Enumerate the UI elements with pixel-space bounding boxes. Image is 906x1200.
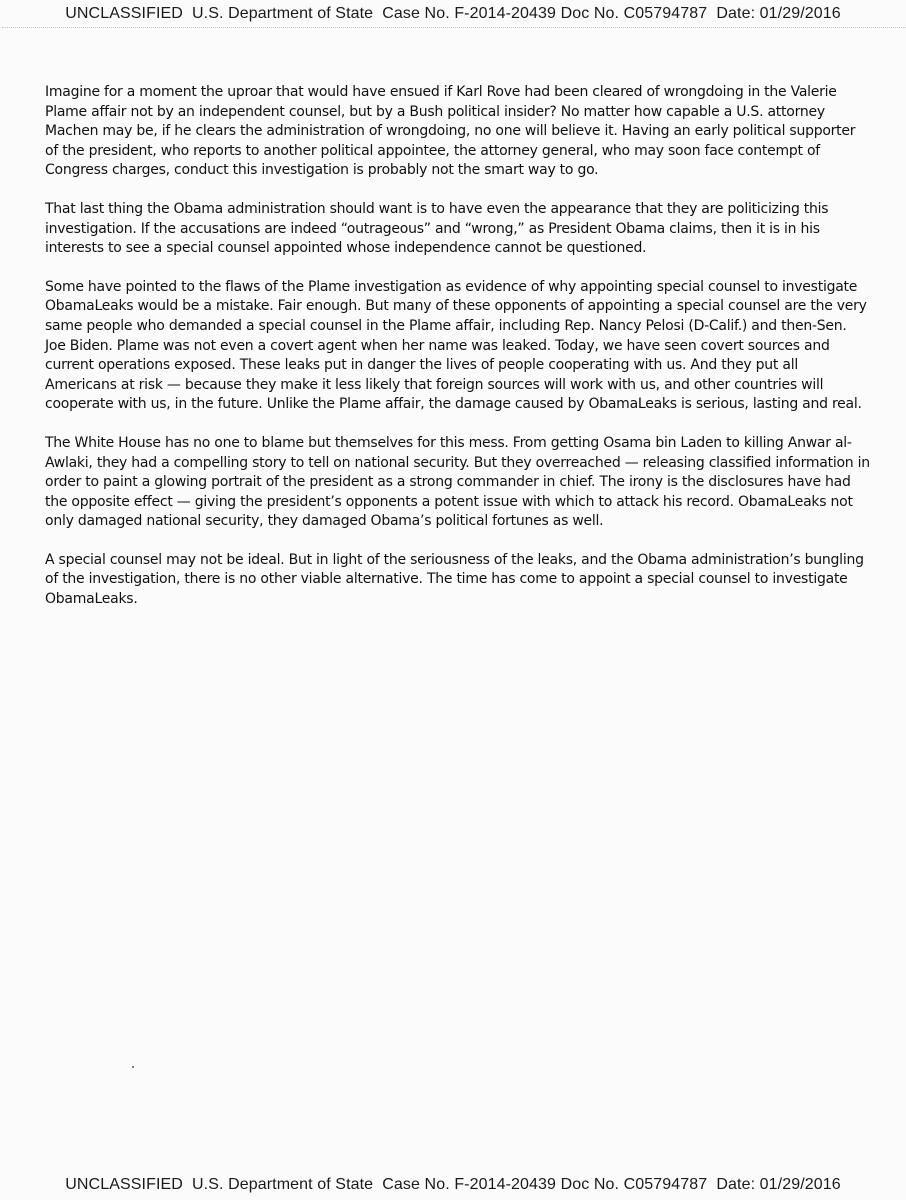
paragraph-5: A special counsel may not be ideal. But in light of the seriousness of the leaks, and the Obama administration’s bungling of the investigation, there is no other viable alternative. The time has come to appoint a special counsel to investigate ObamaLeaks.: [45, 551, 864, 608]
paragraph-2: That last thing the Obama administration should want is to have even the appearance that they are politicizing this investigation. If the accusations are indeed “outrageous” and “wrong,” as President Obama claims, then it is in his interests to see a special counsel appointed whose independence cannot be questioned.: [45, 200, 829, 257]
footer-case-number: F-2014-20439: [454, 1176, 557, 1193]
header-agency: U.S. Department of State: [192, 5, 374, 22]
header-case-label: Case No.: [382, 5, 450, 22]
header-doc-number: C05794787: [623, 5, 708, 22]
footer-date: 01/29/2016: [759, 1176, 841, 1193]
footer-date-label: Date:: [716, 1176, 756, 1193]
header-classification-stamp: [0, 5, 906, 23]
footer-case-label: Case No.: [382, 1176, 450, 1193]
paragraph-4: The White House has no one to blame but themselves for this mess. From getting Osama bin Laden to killing Anwar al-Awlaki, they had a compelling story to tell on national security. But they overreached — releasing classified information in order to paint a glowing portrait of the president as a strong commander in chief. The irony is the disclosures have had the opposite effect — giving the president’s opponents a potent issue with which to attack his record. ObamaLeaks not only damaged national security, they damaged Obama’s political fortunes as well.: [45, 434, 870, 530]
footer-classification: UNCLASSIFIED: [65, 1176, 183, 1193]
footer-doc-label: Doc No.: [560, 1176, 620, 1193]
header-date-label: Date:: [716, 5, 756, 22]
footer-classification-stamp: [0, 1176, 906, 1194]
header-divider: [2, 27, 906, 28]
header-case-number: F-2014-20439: [454, 5, 557, 22]
header-date: 01/29/2016: [759, 5, 841, 22]
scan-speck: [132, 1066, 134, 1068]
paragraph-1: Imagine for a moment the uproar that would have ensued if Karl Rove had been cleared of wrongdoing in the Valerie Plame affair not by an independent counsel, but by a Bush political insider? No matter how capable a U.S. attorney Machen may be, if he clears the administration of wrongdoing, no one will believe it. Having an early political supporter of the president, who reports to another political appointee, the attorney general, who may soon face contempt of Congress charges, conduct this investigation is probably not the smart way to go.: [45, 84, 856, 179]
paragraph-3: Some have pointed to the flaws of the Plame investigation as evidence of why appointing special counsel to investigate ObamaLeaks would be a mistake. Fair enough. But many of these opponents of appointing a special counsel are the very same people who demanded a special counsel in the Plame affair, including Rep. Nancy Pelosi (D-Calif.) and then-Sen. Joe Biden. Plame was not even a covert agent when her name was leaked. Today, we have seen covert sources and current operations exposed. These leaks put in danger the lives of people cooperating with us. And they put all Americans at risk — because they make it less likely that foreign sources will work with us, and other countries will cooperate with us, in the future. Unlike the Plame affair, the damage caused by ObamaLeaks is serious, lasting and real.: [45, 278, 867, 413]
footer-agency: U.S. Department of State: [192, 1176, 374, 1193]
header-classification: UNCLASSIFIED: [65, 5, 183, 22]
document-body: [45, 83, 870, 629]
header-doc-label: Doc No.: [560, 5, 620, 22]
footer-doc-number: C05794787: [623, 1176, 708, 1193]
